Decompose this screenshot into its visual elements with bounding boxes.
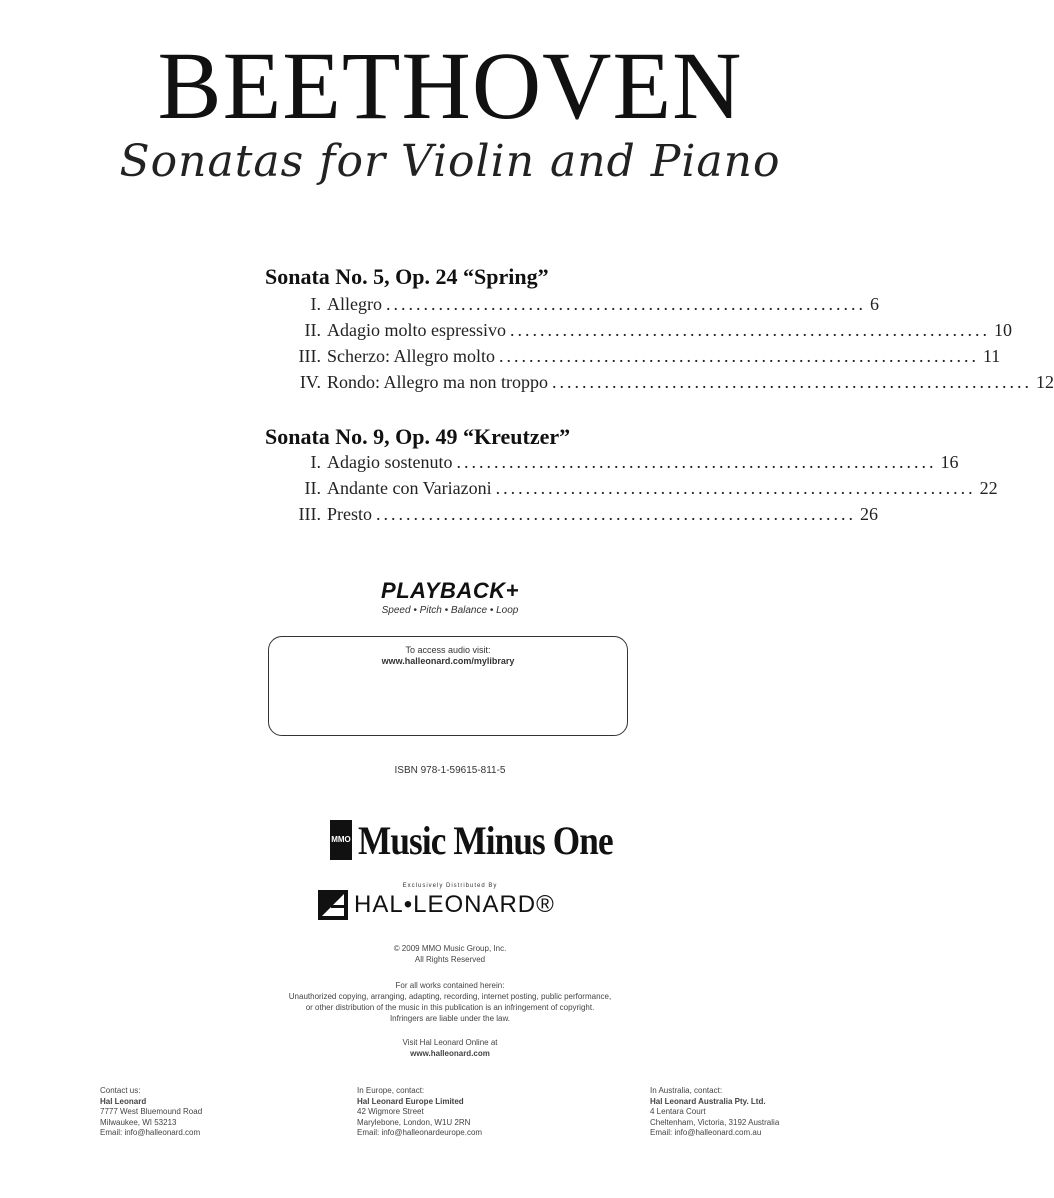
copyright-line: © 2009 MMO Music Group, Inc.	[393, 944, 507, 953]
contact-line: Milwaukee, WI 53213	[100, 1117, 177, 1127]
contact-name: Hal Leonard	[100, 1096, 147, 1106]
mmo-badge-icon	[330, 820, 352, 860]
leader-dots: ................................................................	[551, 372, 1032, 392]
page-number: 11	[982, 346, 1001, 366]
visit-block	[0, 1037, 900, 1059]
movement-number: II.	[304, 478, 321, 498]
contact-email[interactable]: Email: info@halleonard.com	[100, 1128, 201, 1137]
visit-line: Visit Hal Leonard Online at	[402, 1038, 498, 1047]
contact-email[interactable]: Email: info@halleonard.com.au	[650, 1128, 762, 1137]
movement-name: Adagio molto espressivo	[327, 320, 506, 340]
movement-name: Andante con Variazoni	[327, 478, 492, 498]
distributed-by-label: Exclusively Distributed By	[402, 883, 498, 889]
copyright-block	[0, 943, 900, 965]
contact-name: Hal Leonard Europe Limited	[357, 1096, 464, 1106]
toc-entry[interactable]	[265, 504, 878, 528]
movement-number: II.	[304, 320, 321, 340]
hal-leonard-logo	[318, 890, 555, 920]
leader-dots: ................................................................	[385, 294, 866, 314]
movement-name: Allegro	[327, 294, 382, 314]
movement-number: I.	[310, 452, 321, 472]
contact-name: Hal Leonard Australia Pty. Ltd.	[650, 1096, 766, 1106]
contact-label: In Europe, contact:	[357, 1086, 425, 1095]
toc-entry[interactable]	[265, 452, 959, 476]
toc-entry[interactable]	[265, 294, 879, 318]
contact-line: 4 Lentara Court	[650, 1107, 706, 1116]
contact-us	[100, 1086, 202, 1139]
access-url-link[interactable]: www.halleonard.com/mylibrary	[381, 656, 515, 666]
page-number: 22	[979, 478, 998, 498]
contact-europe	[357, 1086, 482, 1139]
contact-line: Cheltenham, Victoria, 3192 Australia	[650, 1117, 780, 1127]
mmo-wordmark: Music Minus One	[358, 817, 613, 863]
playback-wordmark: PLAYBACK+	[381, 578, 519, 603]
contact-email[interactable]: Email: info@halleonardeurope.com	[357, 1128, 483, 1137]
contact-label: In Australia, contact:	[650, 1086, 723, 1095]
movement-name: Scherzo: Allegro molto	[327, 346, 495, 366]
movement-name: Presto	[327, 504, 372, 524]
book-subtitle: Sonatas for Violin and Piano	[119, 136, 781, 187]
toc-entry[interactable]	[265, 372, 1054, 396]
contact-australia	[650, 1086, 779, 1139]
sonata-9-heading: Sonata No. 9, Op. 49 “Kreutzer”	[265, 424, 571, 449]
movement-number: IV.	[299, 372, 321, 392]
toc-entry[interactable]	[265, 478, 998, 502]
legal-line: Infringers are liable under the law.	[389, 1014, 511, 1023]
sonata-5-heading: Sonata No. 5, Op. 24 “Spring”	[265, 264, 549, 289]
legal-line: Unauthorized copying, arranging, adapting, recording, internet posting, public performance,	[288, 992, 612, 1001]
legal-line: or other distribution of the music in this publication is an infringement of copyright.	[305, 1003, 595, 1012]
contact-line: 7777 West Bluemound Road	[100, 1107, 203, 1116]
page-number: 12	[1035, 372, 1054, 392]
legal-notice	[0, 980, 900, 1024]
access-instruction: To access audio visit:	[405, 645, 491, 655]
page-number: 26	[860, 504, 878, 524]
page-number: 10	[993, 320, 1012, 340]
leader-dots: ................................................................	[456, 452, 937, 472]
hal-leonard-icon	[318, 890, 348, 920]
music-minus-one-logo	[330, 818, 647, 862]
book-title: BEETHOVEN	[157, 32, 743, 139]
rights-line: All Rights Reserved	[414, 955, 486, 964]
movement-number: I.	[310, 294, 321, 314]
playback-tagline: Speed • Pitch • Balance • Loop	[381, 605, 519, 616]
movement-number: III.	[298, 504, 321, 524]
toc-entry[interactable]	[265, 346, 1001, 370]
leader-dots: ................................................................	[495, 478, 976, 498]
leader-dots: ................................................................	[509, 320, 990, 340]
audio-access-box	[268, 636, 628, 736]
page-number: 6	[869, 294, 879, 314]
contact-label: Contact us:	[100, 1086, 141, 1095]
isbn: ISBN 978-1-59615-811-5	[394, 765, 506, 776]
movement-number: III.	[298, 346, 321, 366]
hal-leonard-wordmark: HAL•LEONARD®	[354, 891, 555, 918]
toc-entry[interactable]	[265, 320, 1012, 344]
mmo-badge-text: MMO	[331, 834, 351, 844]
playback-logo	[0, 578, 900, 616]
movement-name: Rondo: Allegro ma non troppo	[327, 372, 548, 392]
page-number: 16	[940, 452, 959, 472]
website-link[interactable]: www.halleonard.com	[410, 1049, 490, 1058]
leader-dots: ................................................................	[498, 346, 979, 366]
legal-line: For all works contained herein:	[395, 981, 505, 990]
contact-line: Marylebone, London, W1U 2RN	[357, 1117, 471, 1127]
contact-line: 42 Wigmore Street	[357, 1107, 424, 1116]
leader-dots: ................................................................	[376, 504, 856, 524]
movement-name: Adagio sostenuto	[327, 452, 453, 472]
